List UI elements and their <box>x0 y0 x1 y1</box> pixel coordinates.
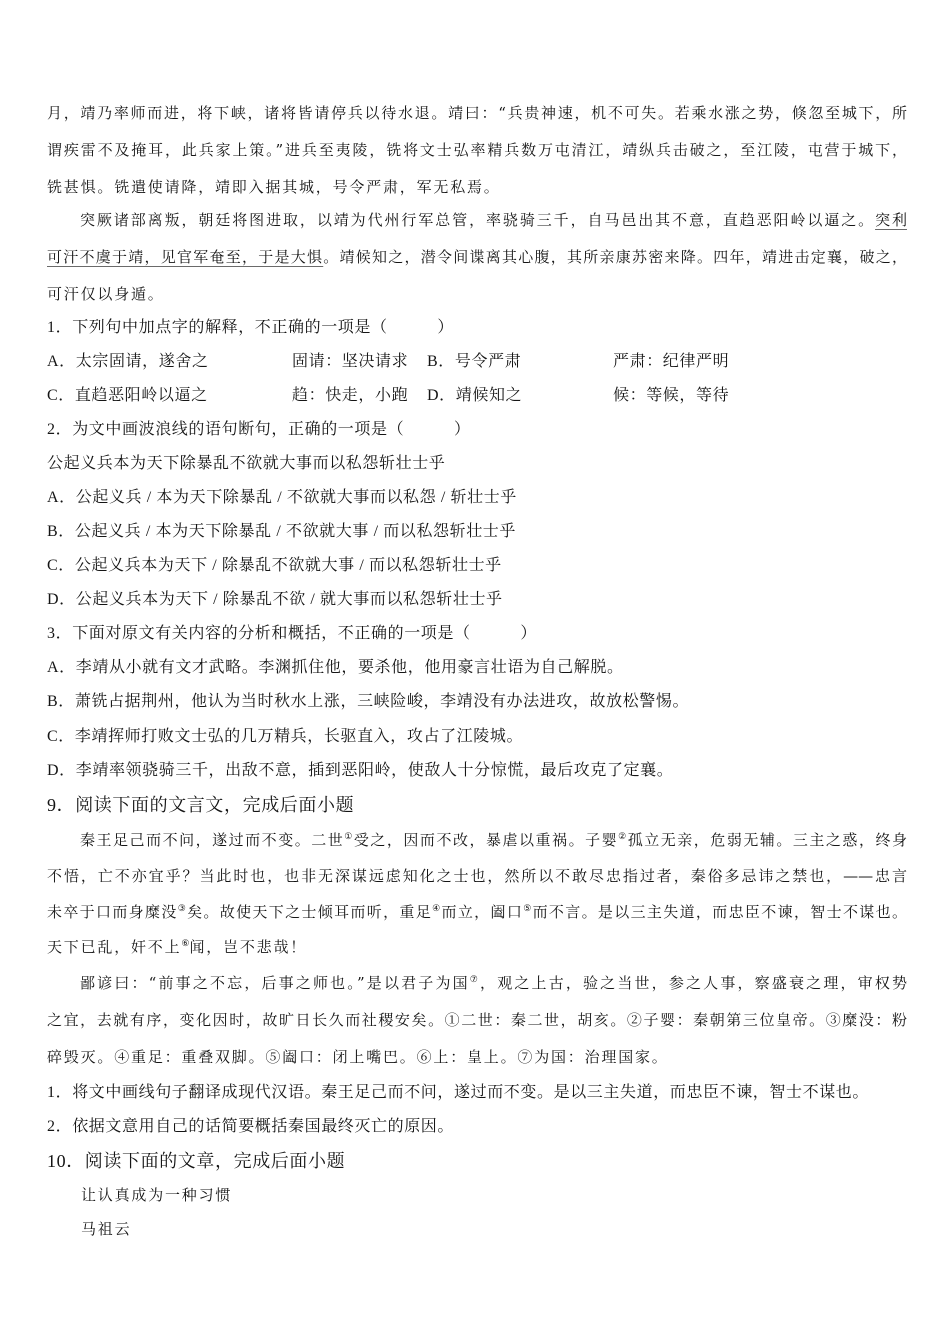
passage-text: 孤立无亲，危弱无辅。三主之惑，终身 <box>627 831 907 849</box>
underlined-sentence: 可汗不虞于靖，见官军奄至，于是大惧 <box>47 248 324 266</box>
section-9-question-1: 1．将文中画线句子翻译成现代汉语。秦王足己而不问，遂过而不变。是以三主失道，而忠臣不谏，智士不谋也。 <box>47 1084 870 1101</box>
question-2-stem: 2．为文中画波浪线的语句断句，正确的一项是（ ） <box>47 421 471 438</box>
footnote-marker: ⑥ <box>181 939 190 949</box>
footnote-marker: ① <box>344 832 354 842</box>
passage-text: 。靖候知之，潜令间谍离其心腹，其所亲康苏密来降。四年，靖进击定襄，破之， <box>323 248 907 266</box>
option-b: B．公起义兵 / 本为天下除暴乱 / 不欲就大事 / 而以私怨斩壮士乎 <box>47 523 517 540</box>
option-a: A．李靖从小就有文才武略。李渊抓住他，要杀他，他用豪言壮语为自己解脱。 <box>47 659 624 676</box>
article-title: 让认真成为一种习惯 <box>81 1186 233 1204</box>
question-3-stem: 3．下面对原文有关内容的分析和概括，不正确的一项是（ ） <box>47 625 538 642</box>
option-a: A．太宗固请，遂舍之 <box>47 353 209 370</box>
footnote-marker: ③ <box>177 904 188 914</box>
passage-text: 矣。故使天下之士倾耳而听，重足 <box>187 903 433 921</box>
option-c: C．直趋恶阳岭以逼之 <box>47 387 208 404</box>
passage-line: 碎毁灭。④重足：重叠双脚。⑤阖口：闭上嘴巴。⑥上：皇上。⑦为国：治理国家。 <box>47 1048 669 1066</box>
question-1-stem: 1．下列句中加点字的解释，不正确的一项是（ ） <box>47 319 455 336</box>
passage-line <box>80 210 907 230</box>
passage-text: 秦王足己而不问，遂过而不变。二世 <box>80 831 345 849</box>
passage-text: 鄙谚曰：“前事之不忘，后事之师也。”是以君子为国 <box>80 974 470 992</box>
option-c-explanation: 趋：快走，小跑 <box>292 387 409 404</box>
option-a-explanation: 固请：坚决请求 <box>292 353 409 370</box>
footnote-marker: ⑦ <box>469 975 481 985</box>
option-d: D．李靖率领骁骑三千，出敌不意，插到恶阳岭，使敌人十分惊慌，最后攻克了定襄。 <box>47 762 674 779</box>
passage-line <box>80 830 907 850</box>
passage-line: 不悟，亡不亦宜乎？当此时也，也非无深谋远虑知化之士也，然所以不敢尽忠指过者，秦俗多忌讳之禁也，——忠言 <box>47 867 907 885</box>
passage-line <box>80 973 907 993</box>
passage-text: 闻，岂不悲哉！ <box>189 938 308 956</box>
passage-text: ，观之上古，验之当世，参之人事，察盛衰之理，审权势 <box>480 974 907 992</box>
question-2-sentence: 公起义兵本为天下除暴乱不欲就大事而以私怨斩壮士乎 <box>47 455 446 472</box>
option-d: D．靖候知之 <box>427 387 523 404</box>
footnote-marker: ④ <box>432 904 442 914</box>
passage-text: 受之，因而不改，暴虐以重祸。子婴 <box>353 831 619 849</box>
footnote-marker: ⑤ <box>523 904 533 914</box>
passage-line: 之宜，去就有序，变化因时，故旷日长久而社稷安矣。①二世：秦二世，胡亥。②子婴：秦朝第三位皇帝。③糜没：粉 <box>47 1011 907 1029</box>
passage-line <box>47 247 907 267</box>
passage-line: 月，靖乃率师而进，将下峡，诸将皆请停兵以待水退。靖曰：“兵贵神速，机不可失。若乘水涨之势，倏忽至城下，所 <box>47 104 907 122</box>
footnote-marker: ② <box>618 832 628 842</box>
section-9-heading: 9．阅读下面的文言文，完成后面小题 <box>47 795 355 815</box>
passage-text: 而不言。是以三主失道，而忠臣不谏，智士不谋也。 <box>532 903 907 921</box>
passage-line: 可汗仅以身遁。 <box>47 285 165 303</box>
option-a: A．公起义兵 / 本为天下除暴乱 / 不欲就大事而以私怨 / 斩壮士乎 <box>47 489 517 506</box>
passage-text: 突厥诸部离叛，朝廷将图进取，以靖为代州行军总管，率骁骑三千，自马邑出其不意，直趋恶阳岭以逼之。 <box>80 211 876 229</box>
option-c: C．李靖挥师打败文士弘的几万精兵，长驱直入，攻占了江陵城。 <box>47 728 524 745</box>
question-1-options-row-cd <box>0 386 950 406</box>
passage-text: 未卒于口而身糜没 <box>47 903 178 921</box>
passage-line <box>47 902 907 922</box>
option-b: B．号令严肃 <box>427 353 522 370</box>
section-10-heading: 10．阅读下面的文章，完成后面小题 <box>47 1151 346 1171</box>
option-d-explanation: 候：等候，等待 <box>613 387 730 404</box>
option-b: B．萧铣占据荆州，他认为当时秋水上涨，三峡险峻，李靖没有办法进攻，故放松警惕。 <box>47 693 690 710</box>
passage-text: 而立，阖口 <box>441 903 524 921</box>
passage-line: 谓疾雷不及掩耳，此兵家上策。”进兵至夷陵，铣将文士弘率精兵数万屯清江，靖纵兵击破之，至江陵，屯营于城下， <box>47 141 907 159</box>
passage-line <box>47 937 307 957</box>
option-d: D．公起义兵本为天下 / 除暴乱不欲 / 就大事而以私怨斩壮士乎 <box>47 591 503 608</box>
passage-line: 铣甚惧。铣遣使请降，靖即入据其城，号令严肃，军无私焉。 <box>47 178 501 196</box>
underlined-sentence: 突利 <box>875 211 907 229</box>
question-1-options-row-ab <box>0 352 950 372</box>
passage-text: 天下已乱，奸不上 <box>47 938 182 956</box>
option-b-explanation: 严肃：纪律严明 <box>613 353 730 370</box>
section-9-question-2: 2．依据文意用自己的话简要概括秦国最终灭亡的原因。 <box>47 1118 455 1135</box>
option-c: C．公起义兵本为天下 / 除暴乱不欲就大事 / 而以私怨斩壮士乎 <box>47 557 502 574</box>
article-author: 马祖云 <box>81 1220 132 1238</box>
